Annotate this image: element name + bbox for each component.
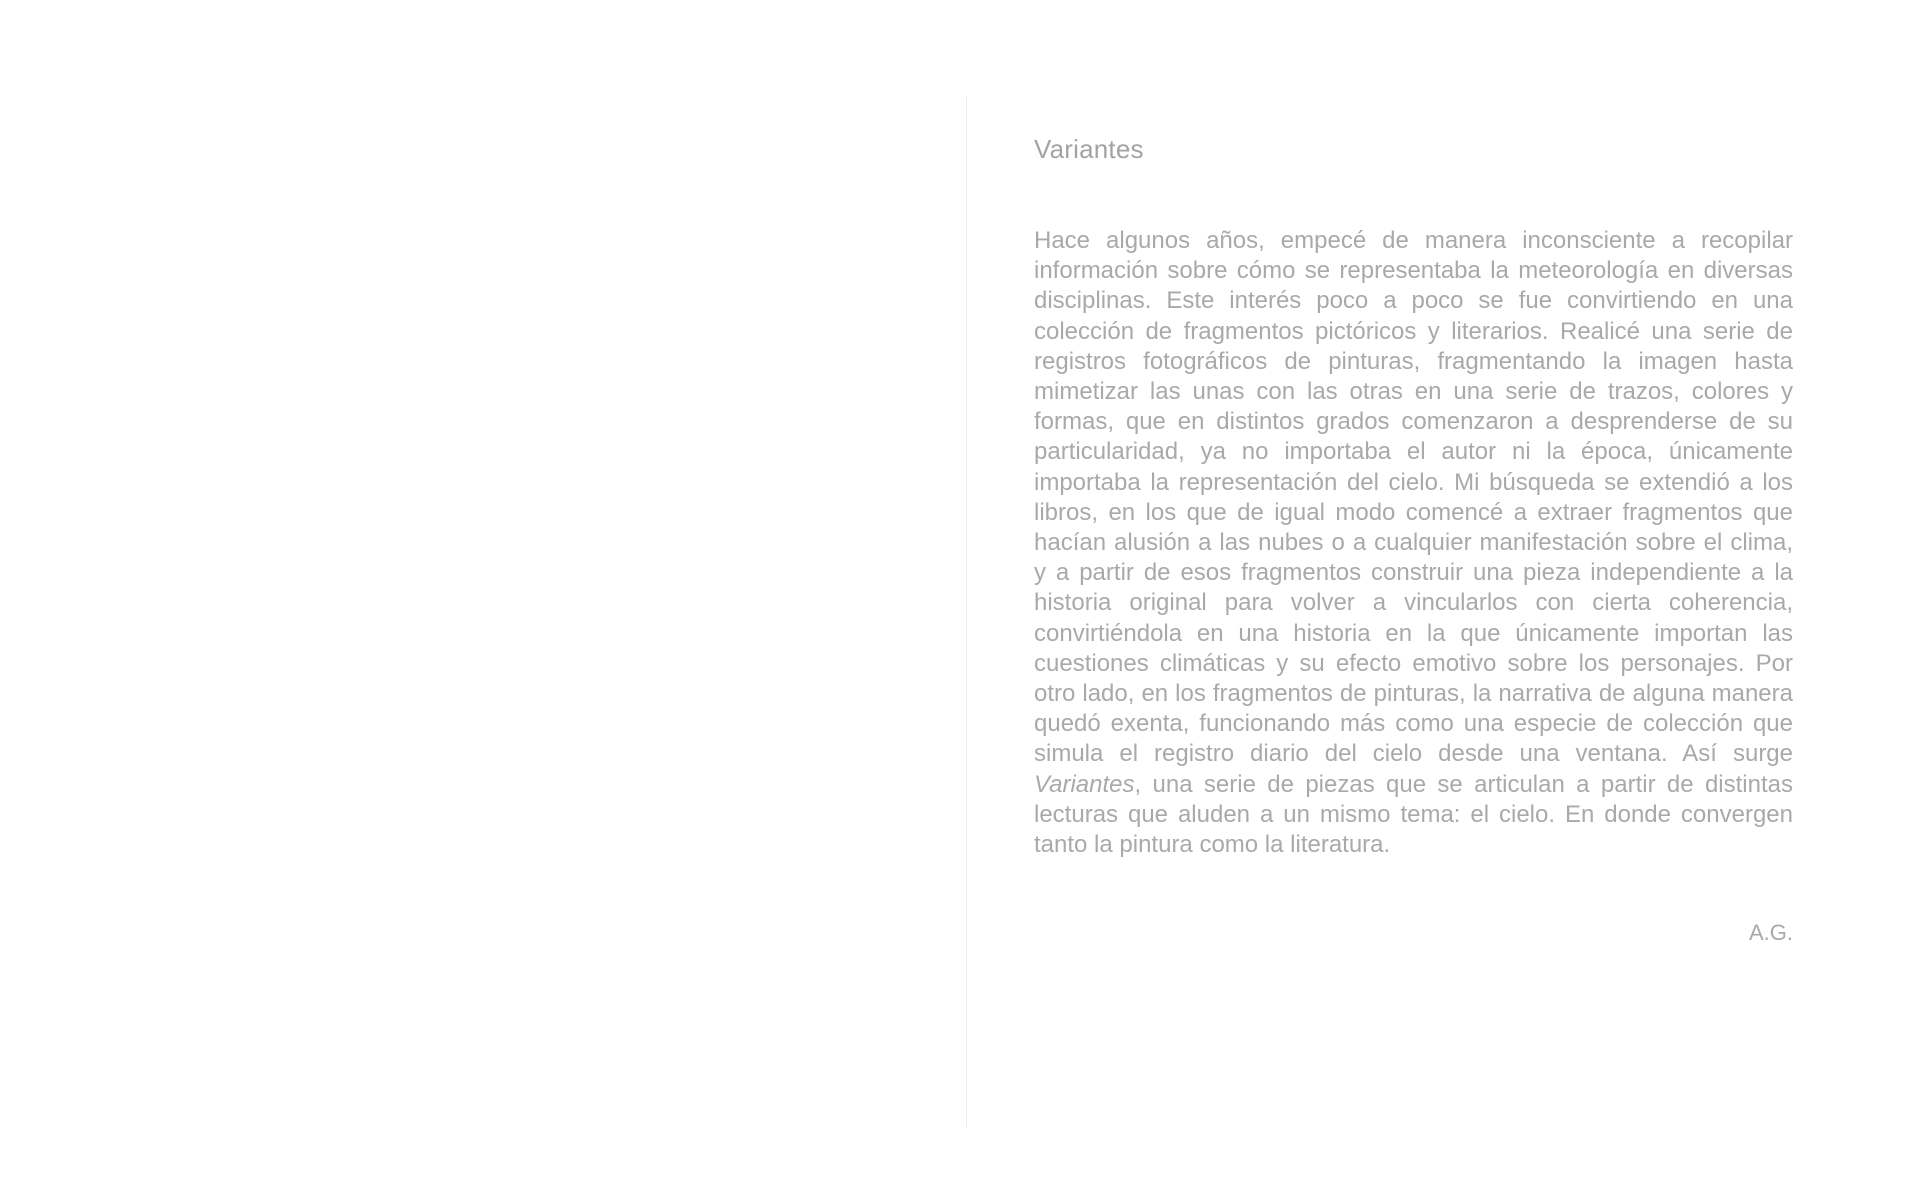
body-paragraph bbox=[1034, 226, 1793, 860]
body-text-before-italic: Hace algunos años, empecé de manera inconsciente a recopilar información sobre cómo se representaba la meteorología en diversas disciplinas. Este interés poco a poco se fue convirtiendo en una colección de fragmentos pictóricos y literarios. Realicé una serie de registros fotográficos de pinturas, fragmentando la imagen hasta mimetizar las unas con las otras en una serie de trazos, colores y formas, que en distintos grados comenzaron a desprenderse de su particularidad, ya no importaba el autor ni la época, únicamente importaba la representación del cielo. Mi búsqueda se extendió a los libros, en los que de igual modo comencé a extraer fragmentos que hacían alusión a las nubes o a cualquier manifestación sobre el clima, y a partir de esos fragmentos construir una pieza independiente a la historia original para volver a vincularlos con cierta coherencia, convirtiéndola en una historia en la que únicamente importan las cuestiones climáticas y su efecto emotivo sobre los personajes. Por otro lado, en los fragmentos de pinturas, la narrativa de alguna manera quedó exenta, funcionando más como una especie de colección que simula el registro diario del cielo desde una ventana. Así surge bbox=[1034, 227, 1793, 768]
body-text-after-italic: , una serie de piezas que se articulan a partir de distintas lecturas que aluden a un mismo tema: el cielo. En donde convergen tanto la pintura como la literatura. bbox=[1034, 770, 1793, 859]
page-title: Variantes bbox=[1034, 134, 1144, 164]
body-text-italic-title: Variantes bbox=[1034, 770, 1135, 798]
right-page bbox=[967, 0, 1920, 1200]
author-signature: A.G. bbox=[1748, 920, 1793, 945]
